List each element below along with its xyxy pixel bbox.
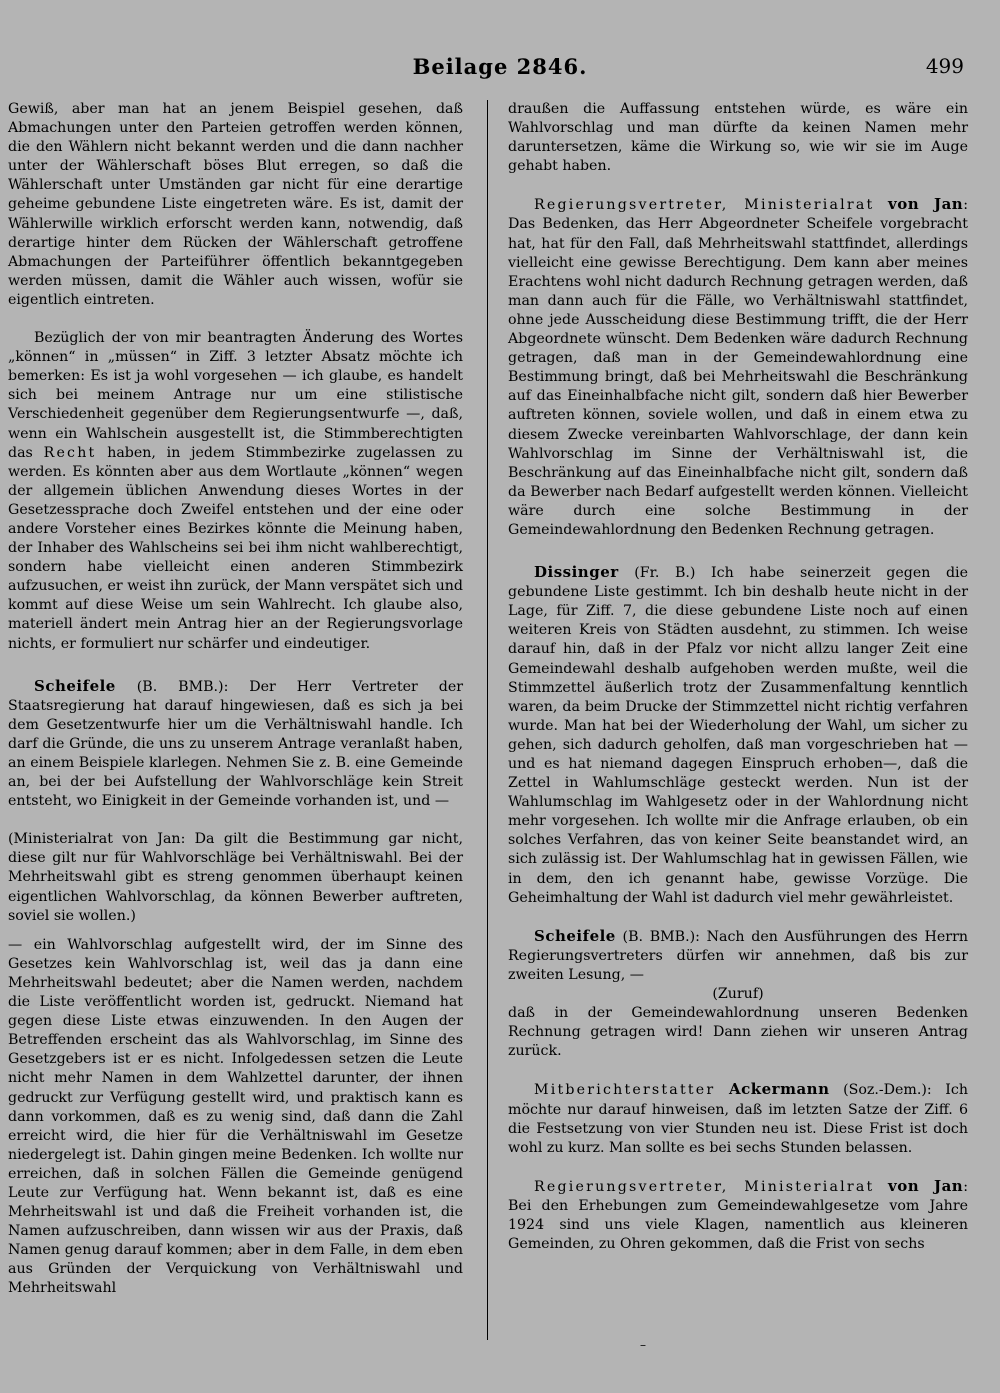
speech-scheifele: Scheifele (B. BMB.): Der Herr Vertreter der Staatsregierung hat darauf hingewiesen, daß es sich ja bei dem Gesetzentwurfe hier um die Verhältniswahl handle. Ich darf die Gründe, die uns zu unserem Antrage veranlaßt haben, an einem Beispiele klarlegen. Nehmen Sie z. B. eine Gemeinde an, bei der bei Aufstellung der Wahlvorschläge kein Streit entsteht, wo Einigkeit in der Gemeinde vorhanden ist, und — <box>8 676 463 810</box>
speech-scheifele: Scheifele (B. BMB.): Nach den Ausführungen des Herrn Regierungsvertreters dürfen wir annehmen, daß bis zur zweiten Lesung, — <box>508 926 968 983</box>
speaker-name: Ackermann <box>728 1080 830 1099</box>
page-header-title: Beilage 2846. <box>412 54 588 79</box>
speaker-role: Mitberichterstatter <box>534 1082 716 1099</box>
speaker-role: Regierungsvertreter, Ministerialrat <box>534 1178 875 1195</box>
interjection: (Ministerialrat von Jan: Da gilt die Bestimmung gar nicht, diese gilt nur für Wahlvorschläge bei Verhältniswahl. Bei der Mehrheitswahl gibt es streng genommen überhaupt keinen eigentlichen Wahlvorschlag, da können Bewerber auftreten, soviel sie wollen.) <box>8 831 463 924</box>
speech-dissinger: Dissinger (Fr. B.) Ich habe seinerzeit gegen die gebundene Liste gestimmt. Ich bin deshalb heute nicht in der Lage, für Ziff. 7, die diese gebundene Liste noch auf einen weiteren Kreis von Städten ausdehnt, zu stimmen. Ich weise darauf hin, daß in der Pfalz vor nicht allzu langer Zeit eine Gemeindewahl deshalb aufgehoben werden mußte, weil die Stimmzettel äußerlich trotz der Zusammenfaltung kenntlich waren, da beim Drucke der Stimmzettel nicht richtig verfahren wurde. Man hat bei der Wiederholung der Wahl, um sicher zu gehen, sich dadurch geholfen, daß man vorgeschrieben hat — und es hat niemand dagegen Einspruch erhoben—, daß die Zettel in Wahlumschläge gesteckt werden. Nun ist der Wahlumschlag im Wahlgesetz oder in der Wahlordnung nicht mehr vorgesehen. Ich wollte mir die Anfrage erlauben, ob ein solches Verfahren, das von keiner Seite beanstandet wird, an sich zulässig ist. Der Wahlumschlag hat in gewissen Fällen, wie in dem, den ich genannt habe, gewisse Vorzüge. Die Geheimhaltung der Wahl ist dadurch viel mehr gewährleistet. <box>508 563 968 906</box>
speech-von-jan: Regierungsvertreter, Ministerialrat von Jan: Bei den Erhebungen zum Gemeindewahlgesetze vom Jahre 1924 sind uns viele Klagen, namentlich aus kleineren Gemeinden, zu Ohren gekommen, daß die Frist von sechs <box>508 1176 968 1253</box>
speaker-name: Scheifele <box>34 676 116 695</box>
right-column <box>508 100 968 1254</box>
speaker-name: von Jan <box>888 195 964 214</box>
column-divider <box>487 100 488 1340</box>
footer-mark: – <box>640 1338 646 1352</box>
paragraph: — ein Wahlvorschlag aufgestellt wird, der im Sinne des Gesetzes kein Wahlvorschlag ist, weil das ja dann eine Mehrheitswahl bedeutet; aber die Namen werden, nachdem die Liste veröffentlicht worden ist, gedruckt. Niemand hat gegen diese Liste etwas einzuwenden. In den Augen der Betreffenden erscheint das als Wahlvorschlag, im Sinne des Gesetzgebers ist er es nicht. Infolgedessen setzen die Leute nicht mehr Namen in dem Wahlzettel darunter, der ihnen gedruckt zur Verfügung gestellt wird, und praktisch kann es dann vorkommen, daß es zu wenig sind, daß dann die Zahl erreicht wird, die hier für die Verhältniswahl im Gesetze niedergelegt ist. Dahin gingen meine Bedenken. Ich wollte nur erreichen, daß in solchen Fällen die Gemeinde genügend Leute zur Verfügung hat. Wenn bekannt ist, daß es eine Mehrheitswahl ist und daß die Freiheit vorhanden ist, die Namen aufzuschreiben, dann wissen wir aus der Praxis, daß Namen genug darauf kommen; aber in dem Falle, in dem eben aus Gründen der Verquickung von Verhältniswahl und Mehrheitswahl <box>8 936 463 1297</box>
paragraph: Bezüglich der von mir beantragten Änderung des Wortes „können“ in „müssen“ in Ziff. 3 letzter Absatz möchte ich bemerken: Es ist ja wohl vorgesehen — ich glaube, es handelt sich bei meinem Antrage nur um eine stilistische Verschiedenheit gegenüber dem Regierungsentwurfe —, daß, wenn ein Wahlschein ausgestellt ist, die Stimmberechtigten das Recht haben, in jedem Stimmbezirke zugelassen zu werden. Es könnten aber aus dem Wortlaute „können“ wegen der allgemein üblichen Anwendung dieses Wortes in der Gesetzessprache doch Zweifel entstehen und der eine oder andere Vorsteher eines Bezirkes könnte die Meinung haben, der Inhaber des Wahlscheins sei bei ihm nicht wahlberechtigt, sondern habe vielleicht einen anderen Stimmbezirk aufzusuchen, er weist ihn zurück, der Mann verspätet sich und kommt auf diese Weise um sein Wahlrecht. Ich glaube also, materiell ändert mein Antrag hier an der Regierungsvorlage nichts, er formuliert nur schärfer und eindeutiger. <box>8 330 463 652</box>
interjection: (Zuruf) <box>712 986 764 1003</box>
speech-von-jan: Regierungsvertreter, Ministerialrat von Jan: Das Bedenken, das Herr Abgeordneter Scheifele vorgebracht hat, hat für den Fall, daß Mehrheitswahl stattfindet, allerdings vielleicht eine gewisse Berechtigung. Dem kann aber meines Erachtens wohl nicht dadurch Rechnung getragen werden, daß man dann auch für die Fälle, wo Verhältniswahl stattfindet, ohne jede Ausscheidung diese Bestimmung trifft, die der Herr Abgeordnete wünscht. Dem Bedenken wäre dadurch Rechnung getragen, daß man in der Gemeindewahlordnung eine Bestimmung bringt, daß bei Mehrheitswahl die Beschränkung auf das Eineinhalbfache nicht gilt, sondern daß hier Bewerber auftreten können, soviele wollen, und daß in einem etwa zu diesem Zwecke vereinbarten Wahlvorschlage, der dann kein Wahlvorschlag im Sinne der Verhältniswahl ist, die Beschränkung auf das Eineinhalbfache nicht gilt, sondern daß da Bewerber nach Bedarf aufgestellt werden können. Vielleicht wäre durch eine solche Bestimmung in der Gemeindewahlordnung den Bedenken Rechnung getragen. <box>508 195 968 538</box>
speaker-role: Regierungsvertreter, Ministerialrat <box>534 197 875 214</box>
paragraph: Gewiß, aber man hat an jenem Beispiel gesehen, daß Abmachungen unter den Parteien getroffen werden können, die den Wählern nicht bekannt werden und die dann nachher unter der Wählerschaft böses Blut erregen, so daß die Wählerschaft unter Umständen gar nicht für eine derartige geheime gebundene Liste eingetreten wäre. Es ist, damit der Wählerwille wirklich erforscht werden kann, notwendig, daß derartige hinter dem Rücken der Wählerschaft getroffene Abmachungen der Parteiführer öffentlich bekanntgegeben werden müssen, damit die Wähler auch wissen, wofür sie eigentlich eintreten. <box>8 101 463 308</box>
speaker-name: von Jan <box>888 1176 964 1195</box>
speaker-name: Dissinger <box>534 563 619 582</box>
paragraph: draußen die Auffassung entstehen würde, es wäre ein Wahlvorschlag und man dürfte da keinen Namen mehr daruntersetzen, käme die Wirkung so, wie wir sie im Auge gehabt haben. <box>508 101 968 175</box>
page-number: 499 <box>925 54 964 78</box>
emphasis-recht: Recht <box>43 444 97 461</box>
left-column <box>8 100 463 1299</box>
paragraph: daß in der Gemeindewahlordnung unseren Bedenken Rechnung getragen wird! Dann ziehen wir unseren Antrag zurück. <box>508 1005 968 1060</box>
speech-ackermann: Mitberichterstatter Ackermann (Soz.-Dem.): Ich möchte nur darauf hinweisen, daß im letzten Satze der Ziff. 6 die Festsetzung von vier Stunden neu ist. Diese Frist ist doch wohl zu kurz. Man sollte es bei sechs Stunden belassen. <box>508 1080 968 1156</box>
speaker-name: Scheifele <box>534 926 616 945</box>
